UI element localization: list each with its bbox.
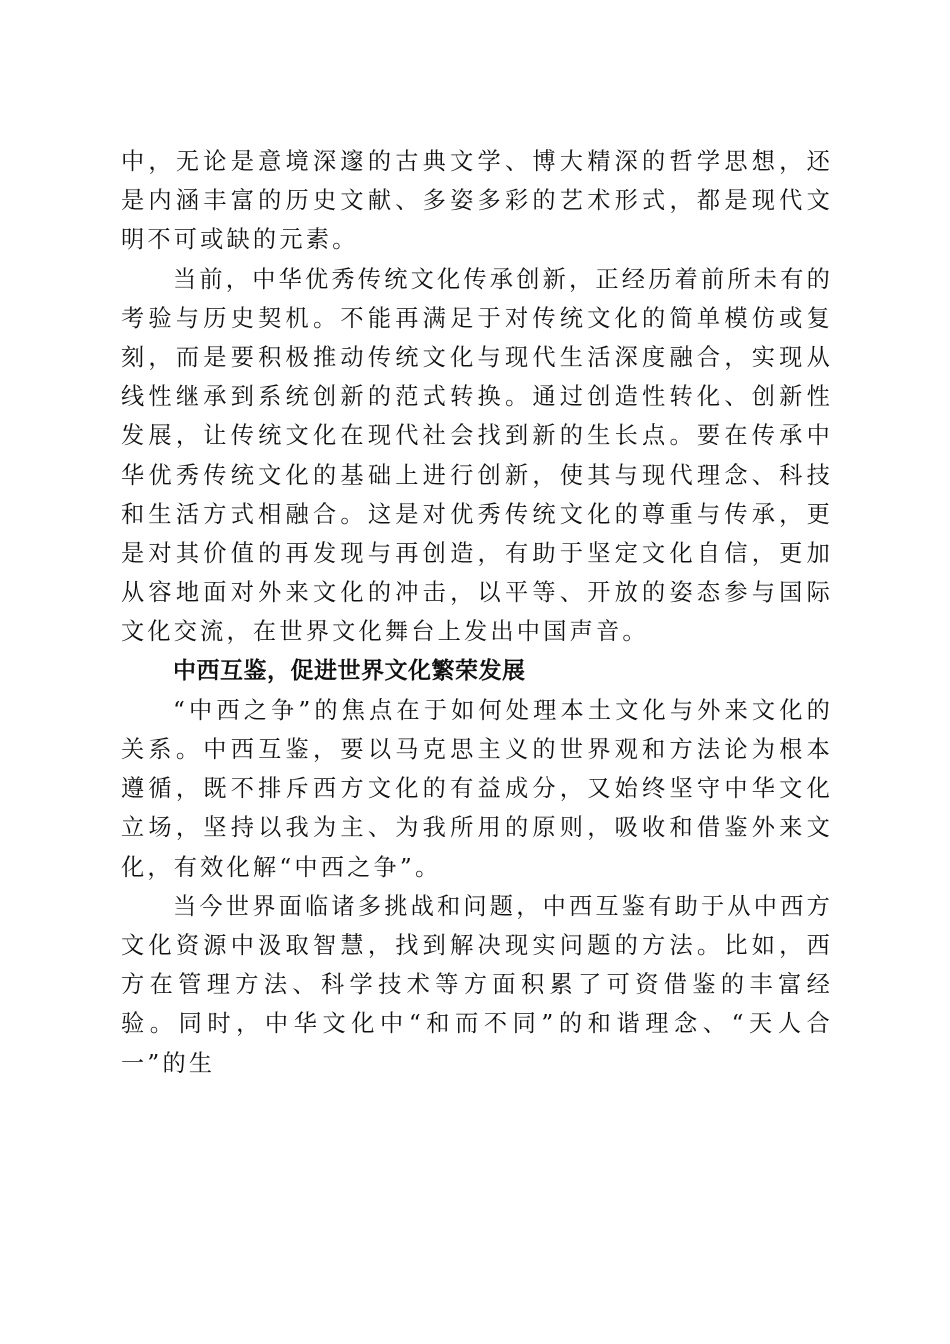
paragraph-china-west-debate: “中西之争”的焦点在于如何处理本土文化与外来文化的关系。中西互鉴，要以马克思主义的世界观和方法论为根本遵循，既不排斥西方文化的有益成分，又始终坚守中华文化立场，坚持以我为主、为我所用的原则，吸收和借鉴外来文化，有效化解“中西之争”。 (121, 696, 833, 881)
paragraph-continuation: 中，无论是意境深邃的古典文学、博大精深的哲学思想，还是内涵丰富的历史文献、多姿多彩的艺术形式，都是现代文明不可或缺的元素。 (121, 148, 833, 254)
section-heading: 中西互鉴，促进世界文化繁荣发展 (173, 657, 526, 684)
paragraph-world-challenges: 当今世界面临诸多挑战和问题，中西互鉴有助于从中西方文化资源中汲取智慧，找到解决现实问题的方法。比如，西方在管理方法、科学技术等方面积累了可资借鉴的丰富经验。同时，中华文化中“和而不同”的和谐理念、“天人合一”的生 (121, 892, 833, 1077)
document-body (121, 142, 833, 1083)
paragraph-inheritance-innovation: 当前，中华优秀传统文化传承创新，正经历着前所未有的考验与历史契机。不能再满足于对传统文化的简单模仿或复刻，而是要积极推动传统文化与现代生活深度融合，实现从线性继承到系统创新的范式转换。通过创造性转化、创新性发展，让传统文化在现代社会找到新的生长点。要在传承中华优秀传统文化的基础上进行创新，使其与现代理念、科技和生活方式相融合。这是对优秀传统文化的尊重与传承，更是对其价值的再发现与再创造，有助于坚定文化自信，更加从容地面对外来文化的冲击，以平等、开放的姿态参与国际文化交流，在世界文化舞台上发出中国声音。 (121, 265, 833, 646)
